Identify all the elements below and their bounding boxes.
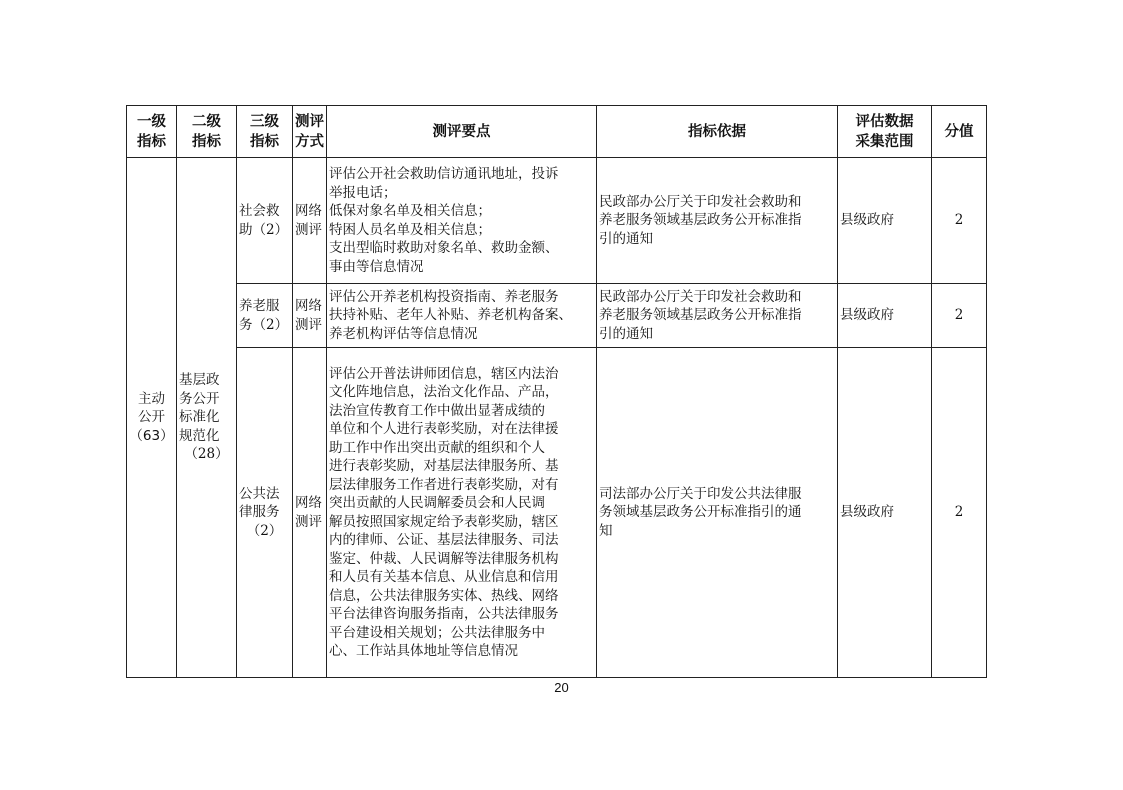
evaluation-table <box>126 105 987 678</box>
basis-cell: 司法部办公厅关于印发公共法律服 务领域基层政务公开标准指引的通 知 <box>597 348 838 678</box>
scope-cell: 县级政府 <box>838 348 932 678</box>
table-row <box>127 158 987 284</box>
header-basis: 指标依据 <box>597 106 838 158</box>
category2-cell: 基层政 务公开 标准化 规范化 （28） <box>177 158 237 678</box>
header-points: 测评要点 <box>327 106 597 158</box>
score-cell: 2 <box>932 158 987 284</box>
method-cell: 网络 测评 <box>293 158 327 284</box>
table-row <box>127 348 987 678</box>
level3-cell: 养老服 务（2） <box>237 284 293 348</box>
table-header-row <box>127 106 987 158</box>
scope-cell: 县级政府 <box>838 158 932 284</box>
header-level2: 二级 指标 <box>177 106 237 158</box>
header-method: 测评 方式 <box>293 106 327 158</box>
score-cell: 2 <box>932 348 987 678</box>
header-score: 分值 <box>932 106 987 158</box>
method-cell: 网络 测评 <box>293 284 327 348</box>
table-row <box>127 284 987 348</box>
level3-cell: 公共法 律服务 （2） <box>237 348 293 678</box>
header-level1: 一级 指标 <box>127 106 177 158</box>
basis-cell: 民政部办公厅关于印发社会救助和 养老服务领域基层政务公开标准指 引的通知 <box>597 158 838 284</box>
page-number: 20 <box>554 680 569 695</box>
basis-cell: 民政部办公厅关于印发社会救助和 养老服务领域基层政务公开标准指 引的通知 <box>597 284 838 348</box>
scope-cell: 县级政府 <box>838 284 932 348</box>
points-cell: 评估公开社会救助信访通讯地址，投诉 举报电话； 低保对象名单及相关信息； 特困人员名单及相关信息； 支出型临时救助对象名单、救助金额、 事由等信息情况 <box>327 158 597 284</box>
method-cell: 网络 测评 <box>293 348 327 678</box>
header-level3: 三级 指标 <box>237 106 293 158</box>
score-cell: 2 <box>932 284 987 348</box>
header-scope: 评估数据 采集范围 <box>838 106 932 158</box>
level3-cell: 社会救 助（2） <box>237 158 293 284</box>
points-cell: 评估公开养老机构投资指南、养老服务 扶持补贴、老年人补贴、养老机构备案、 养老机构评估等信息情况 <box>327 284 597 348</box>
points-cell: 评估公开普法讲师团信息，辖区内法治 文化阵地信息，法治文化作品、产品， 法治宣传教育工作中做出显著成绩的 单位和个人进行表彰奖励，对在法律援 助工作中作出突出贡献的组织和个人 进行表彰奖励，对基层法律服务所、基 层法律服务工作者进行表彰奖励，对有 突出贡献的人民调解委员会和人民调 解员按照国家规定给予表彰奖励，辖区 内的律师、公证、基层法律服务、司法 鉴定、仲裁、人民调解等法律服务机构 和人员有关基本信息、从业信息和信用 信息，公共法律服务实体、热线、网络 平台法律咨询服务指南，公共法律服务 平台建设相关规划；公共法律服务中 心、工作站具体地址等信息情况 <box>327 348 597 678</box>
category1-cell: 主动 公开 （63） <box>127 158 177 678</box>
